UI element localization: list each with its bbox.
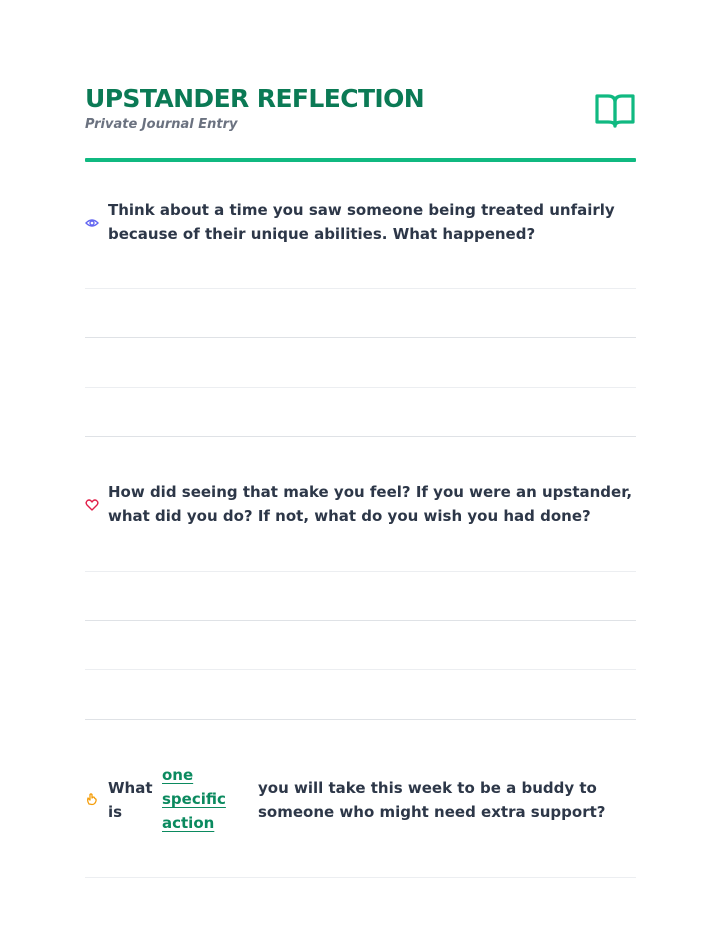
question-1 [85, 198, 636, 246]
question-2 [85, 480, 636, 528]
journal-header [85, 84, 636, 162]
question-3-text [108, 763, 636, 839]
answer-line[interactable] [85, 288, 636, 289]
answer-line[interactable] [85, 620, 636, 621]
hand-icon [85, 792, 99, 806]
question-3-text-before: What is [108, 779, 153, 821]
answer-line[interactable] [85, 877, 636, 878]
page-title: UPSTANDER REFLECTION [85, 84, 425, 113]
question-2-text: How did seeing that make you feel? If you were an upstander, what did you do? If not, what do you wish you had done? [108, 483, 633, 525]
answer-line[interactable] [85, 436, 636, 437]
question-3-text-after: you will take this week to be a buddy to someone who might need extra support? [258, 779, 606, 821]
header-divider [85, 158, 636, 162]
answer-line[interactable] [85, 571, 636, 572]
open-book-icon [594, 92, 636, 130]
eye-icon [85, 216, 99, 230]
answer-line[interactable] [85, 669, 636, 670]
question-3-highlight: one specific action [162, 766, 226, 832]
answer-line[interactable] [85, 719, 636, 720]
heart-icon [85, 498, 99, 512]
page-subtitle: Private Journal Entry [85, 117, 238, 132]
question-1-text: Think about a time you saw someone being treated unfairly because of their unique abilities. What happened? [108, 201, 615, 243]
answer-line[interactable] [85, 387, 636, 388]
answer-line[interactable] [85, 337, 636, 338]
